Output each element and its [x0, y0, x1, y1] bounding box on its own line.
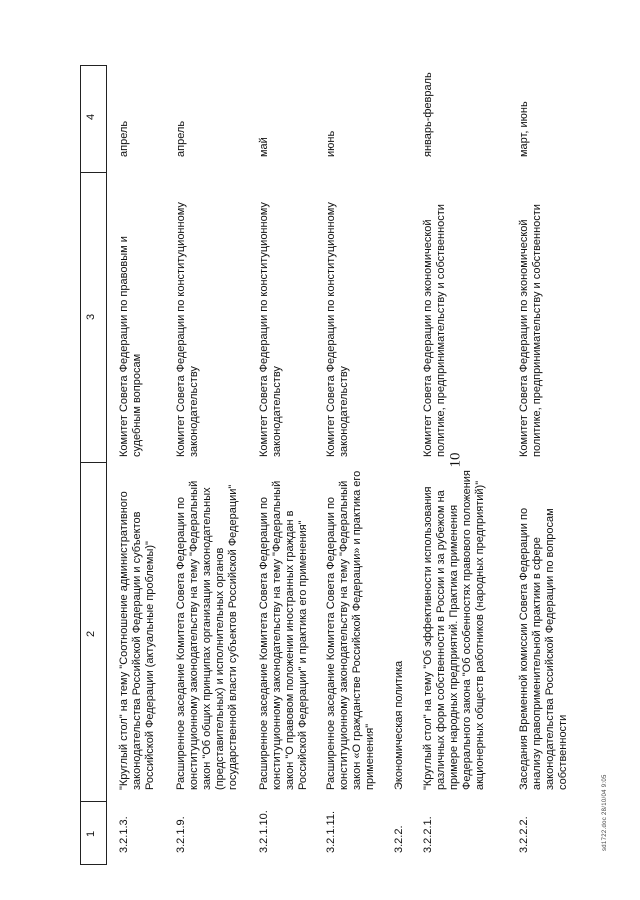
row-date: апрель — [118, 120, 130, 157]
row-number: 3.2.2.1. — [422, 816, 434, 853]
header-bottom-rule — [106, 65, 107, 865]
row-title: "Круглый стол" на тему "Об эффективности использования различных форм собственности в России и за рубежом на примере народных предприятий. Практика применения Федерального закона "Об особенностях правового положения акционерных обществ работников (народных предприятий)" — [422, 470, 486, 790]
row-number: 3.2.2.2. — [518, 816, 530, 853]
header-divider — [80, 172, 106, 173]
row-organizer: Комитет Совета Федерации по конституционному законодательству — [175, 202, 200, 457]
row-title: Расширенное заседание Комитета Совета Федерации по конституционному законодательству на тему "Федеральный закон «О гражданстве Российской Федерации» и практика его применения" — [325, 470, 376, 790]
header-divider — [80, 801, 106, 802]
row-title: Расширенное заседание Комитета Совета Федерации по конституционному законодательству на тему "Федеральный закон "Об общих принципах организации законодательных (представительных) и исполнительных органов государственной власти субъектов Российской Федерации" — [175, 480, 239, 790]
row-date: май — [258, 137, 270, 157]
row-title: Заседания Временной комиссии Совета Федерации по анализу правоприменительной практики в сфере законодательства Российской Федерации по вопросам собственности — [518, 507, 569, 790]
rotated-table — [80, 65, 620, 865]
column-number-3: 3 — [85, 313, 97, 320]
column-number-2: 2 — [85, 630, 97, 637]
row-number: 3.2.1.9. — [175, 816, 187, 853]
row-date: апрель — [175, 120, 187, 157]
row-date: июнь — [325, 130, 337, 157]
row-title: "Круглый стол" на тему "Соотношение административного законодательства Российской Федерации и субъектов Российской Федерации (актуальные проблемы)" — [118, 491, 156, 790]
file-footer: sd1722.doc 28/10/04 9:05 — [602, 774, 608, 851]
row-number: 3.2.1.10. — [258, 810, 270, 853]
row-organizer: Комитет Совета Федерации по конституционному законодательству — [325, 202, 350, 457]
section-title: Экономическая политика — [393, 660, 405, 790]
row-organizer: Комитет Совета Федерации по конституционному законодательству — [258, 202, 283, 457]
table-header — [80, 65, 106, 865]
header-top-rule — [80, 65, 81, 865]
header-divider — [80, 864, 106, 865]
page-number: 10 — [447, 452, 464, 468]
section-number: 3.2.2. — [393, 825, 405, 853]
row-number: 3.2.1.3. — [118, 816, 130, 853]
row-number: 3.2.1.11. — [325, 811, 337, 853]
row-organizer: Комитет Совета Федерации по правовым и судебным вопросам — [118, 236, 143, 457]
row-date: январь-февраль — [422, 72, 434, 157]
row-title: Расширенное заседание Комитета Совета Федерации по конституционному законодательству на тему "Федеральный закон "О правовом положении иностранных граждан в Российской Федерации" и практика его применения" — [258, 480, 309, 790]
header-divider — [80, 462, 106, 463]
header-divider — [80, 65, 106, 66]
row-organizer: Комитет Совета Федерации по экономической политике, предпринимательству и собственности — [422, 204, 447, 457]
row-organizer: Комитет Совета Федерации по экономической политике, предпринимательству и собственности — [518, 204, 543, 457]
row-date: март, июнь — [518, 101, 530, 157]
column-number-4: 4 — [85, 113, 97, 120]
column-number-1: 1 — [85, 830, 97, 837]
